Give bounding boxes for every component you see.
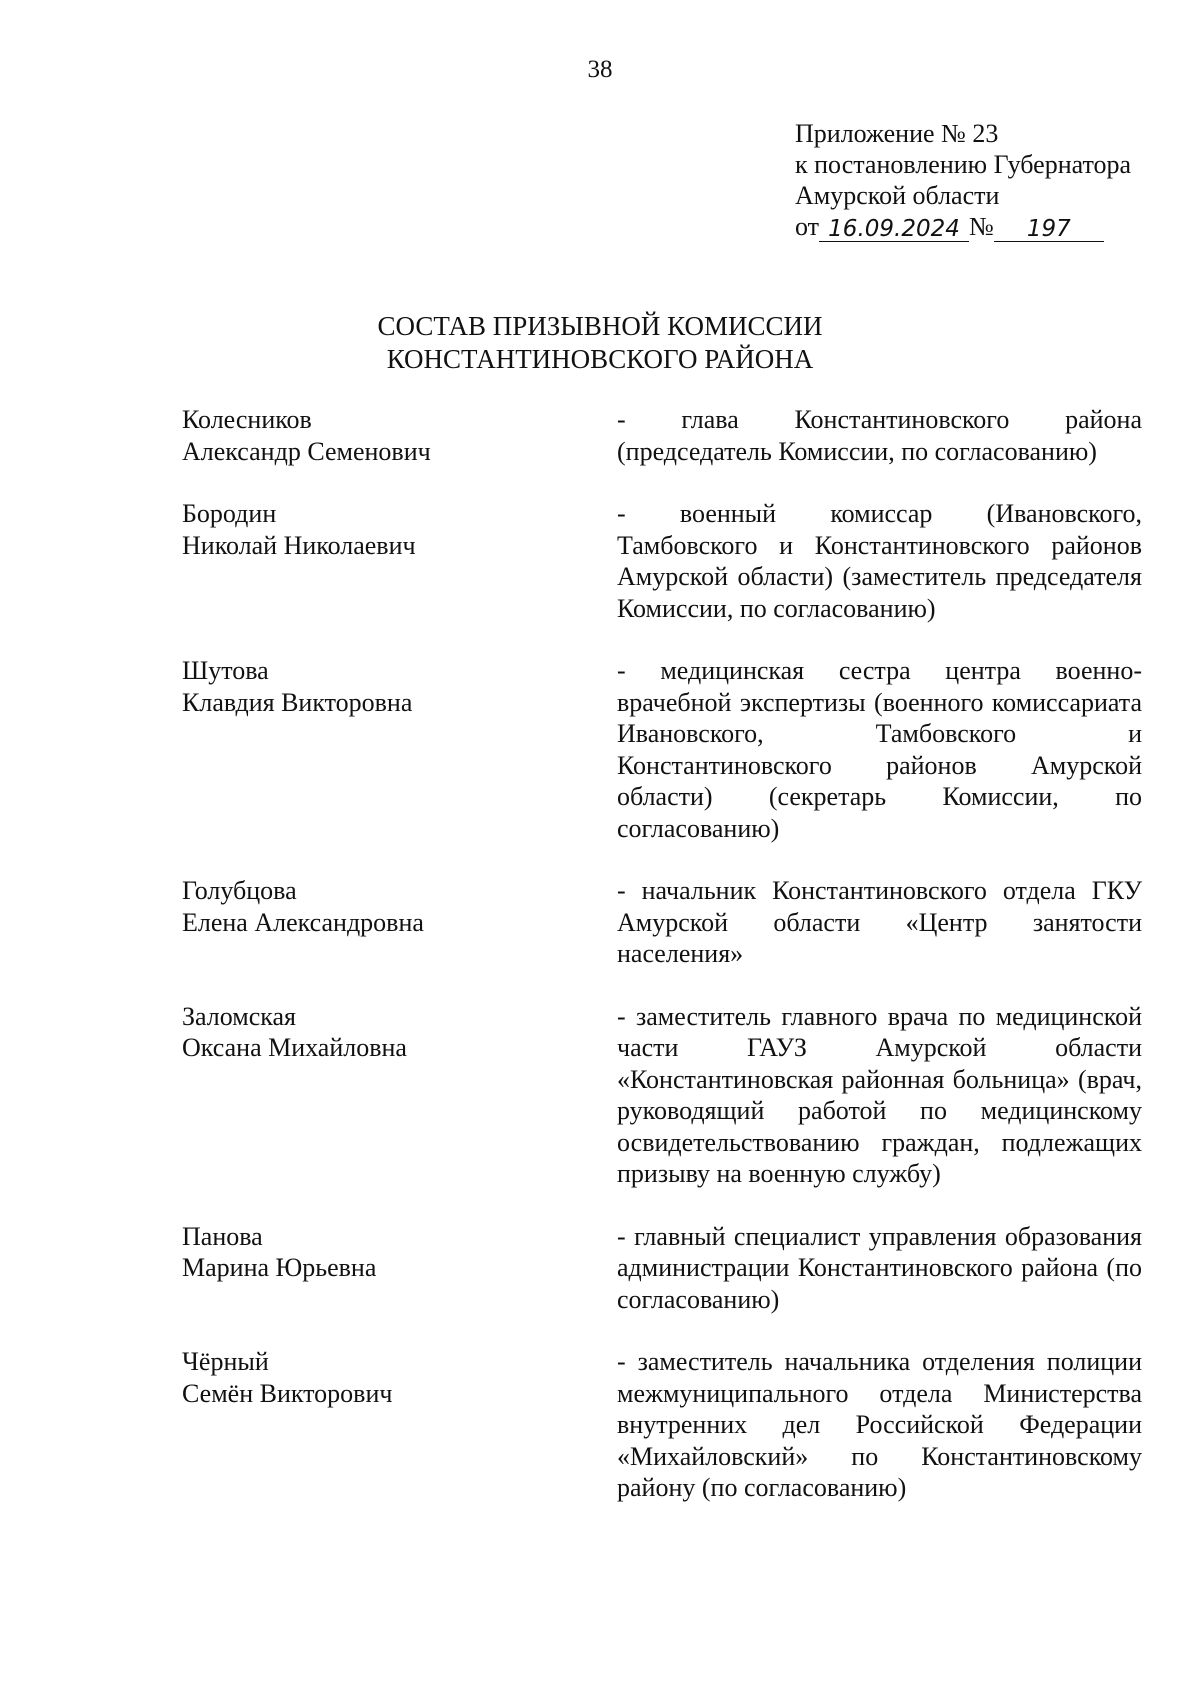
member-row: [182, 875, 1142, 970]
member-name: [182, 655, 617, 844]
member-given-name: Александр Семенович: [182, 436, 431, 466]
member-role: - заместитель главного врача по медицинской части ГАУЗ Амурской области «Константиновская районная больница» (врач, руководящий работой по медицинскому освидетельствованию граждан, подлежащих призыву на военную службу): [617, 1001, 1142, 1188]
member-role: - медицинская сестра центра военно-врачебной экспертизы (военного комиссариата Ивановского, Тамбовского и Константиновского районов Амурской области) (секретарь Комиссии, по согласованию): [617, 656, 1142, 843]
member-role: - глава Константиновского района (председатель Комиссии, по согласованию): [617, 405, 1142, 466]
title-line-1: СОСТАВ ПРИЗЫВНОЙ КОМИССИИ: [377, 311, 823, 341]
member-given-name: Оксана Михайловна: [182, 1033, 407, 1062]
member-given-name: Николай Николаевич: [182, 530, 416, 560]
member-name: [182, 498, 617, 624]
member-surname: Чёрный: [182, 1347, 269, 1376]
members-list: [182, 404, 1142, 1504]
member-surname: Панова: [182, 1221, 263, 1251]
member-row: [182, 498, 1142, 624]
member-surname: Колесников: [182, 405, 312, 434]
member-surname: Бородин: [182, 499, 277, 528]
member-role: - главный специалист управления образования администрации Константиновского района (по согласованию): [617, 1221, 1142, 1314]
member-given-name: Семён Викторович: [182, 1378, 393, 1408]
member-given-name: Марина Юрьевна: [182, 1253, 377, 1282]
number-prefix: №: [969, 212, 994, 241]
appendix-line-3: Амурской области: [795, 181, 1000, 210]
page-number: 38: [587, 56, 613, 83]
member-name: [182, 1001, 617, 1190]
member-name: [182, 1346, 617, 1504]
title-line-2: КОНСТАНТИНОВСКОГО РАЙОНА: [386, 344, 814, 374]
handwritten-date: 16.09.2024: [819, 217, 969, 242]
document-title: [0, 310, 1200, 376]
member-role: - заместитель начальника отделения полиции межмуниципального отдела Министерства внутренних дел Российской Федерации «Михайловский» по Константиновскому району (по согласованию): [617, 1347, 1142, 1502]
member-name: [182, 1221, 617, 1316]
member-surname: Заломская: [182, 1001, 297, 1031]
handwritten-number: 197: [994, 217, 1104, 242]
appendix-date-line: [795, 211, 1131, 242]
member-row: [182, 655, 1142, 844]
member-surname: Шутова: [182, 656, 269, 685]
appendix-line-2: к постановлению Губернатора: [795, 150, 1132, 179]
member-role: - военный комиссар (Ивановского, Тамбовского и Константиновского районов Амурской области) (заместитель председателя Комиссии, по согласованию): [617, 499, 1142, 623]
member-row: [182, 404, 1142, 467]
member-row: [182, 1221, 1142, 1316]
member-name: [182, 875, 617, 970]
member-surname: Голубцова: [182, 876, 297, 905]
date-prefix: от: [795, 212, 820, 241]
member-given-name: Елена Александровна: [182, 907, 424, 937]
member-name: [182, 404, 617, 467]
member-given-name: Клавдия Викторовна: [182, 687, 413, 717]
member-row: [182, 1001, 1142, 1190]
member-row: [182, 1346, 1142, 1504]
appendix-line-1: Приложение № 23: [795, 119, 999, 148]
member-role: - начальник Константиновского отдела ГКУ Амурской области «Центр занятости населения»: [617, 876, 1142, 968]
appendix-block: [795, 118, 1131, 242]
